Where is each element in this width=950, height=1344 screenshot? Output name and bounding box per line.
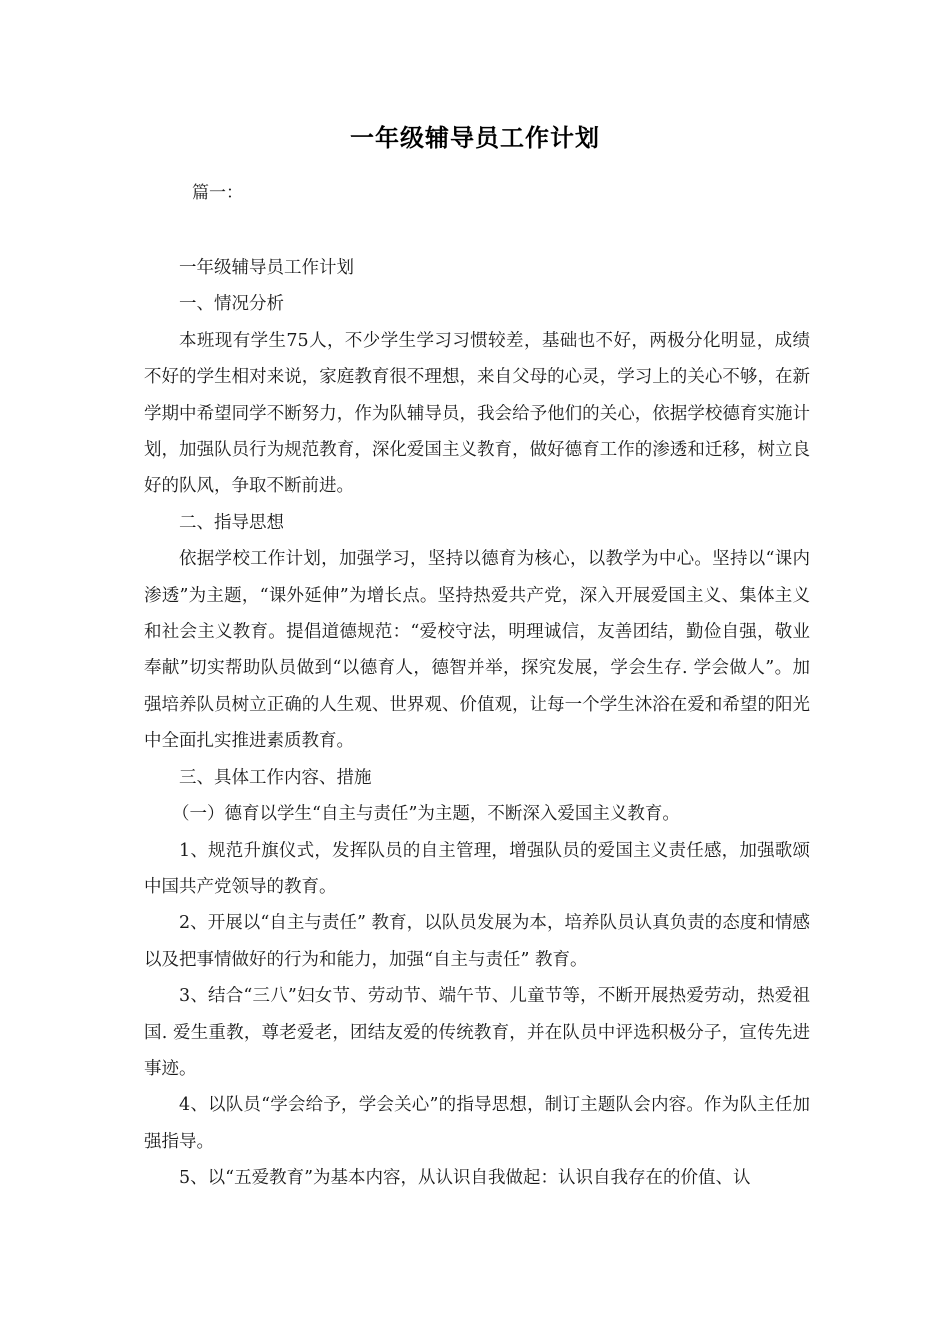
paragraph: 本班现有学生75人，不少学生学习习惯较差，基础也不好，两极分化明显，成绩不好的学生相对来说，家庭教育很不理想，来自父母的心灵，学习上的关心不够，在新学期中希望同学不断努力，作为队辅导员，我会给予他们的关心，依据学校德育实施计划，加强队员行为规范教育，深化爱国主义教育，做好德育工作的渗透和迁移，树立良好的队风，争取不断前进。 xyxy=(144,330,810,497)
part-label: 篇一： xyxy=(192,183,243,203)
list-item: 1、规范升旗仪式，发挥队员的自主管理，增强队员的爱国主义责任感，加强歌颂中国共产党领导的教育。 xyxy=(144,840,810,897)
list-item: 2、开展以“自主与责任” 教育，以队员发展为本，培养队员认真负责的态度和情感以及把事情做好的行为和能力，加强“自主与责任” 教育。 xyxy=(144,913,810,970)
document-body xyxy=(144,250,810,1197)
paragraph-heading: 一年级辅导员工作计划 xyxy=(179,258,354,278)
section-heading: 三、具体工作内容、措施 xyxy=(179,767,372,788)
document-title: 一年级辅导员工作计划 xyxy=(350,124,600,152)
list-item: 4、以队员“学会给予，学会关心”的指导思想，制订主题队会内容。作为队主任加强指导。 xyxy=(144,1095,810,1152)
list-item: 3、结合“三八”妇女节、劳动节、端午节、儿童节等，不断开展热爱劳动，热爱祖国. 爱生重教，尊老爱老，团结友爱的传统教育，并在队员中评选积极分子，宣传先进事迹。 xyxy=(144,986,810,1079)
list-item: 5、以“五爱教育”为基本内容，从认识自我做起：认识自我存在的价值、认 xyxy=(179,1168,751,1189)
section-heading: 一、情况分析 xyxy=(179,294,284,315)
subsection-heading: （一）德育以学生“自主与责任”为主题，不断深入爱国主义教育。 xyxy=(172,804,680,825)
paragraph: 依据学校工作计划，加强学习，坚持以德育为核心，以教学为中心。坚持以“课内渗透”为主题，“课外延伸”为增长点。坚持热爱共产党，深入开展爱国主义、集体主义和社会主义教育。提倡道德规范：“爱校守法，明理诚信，友善团结，勤俭自强，敬业奉献”切实帮助队员做到“以德育人，德智并举，探究发展，学会生存. 学会做人”。加强培养队员树立正确的人生观、世界观、价值观，让每一个学生沐浴在爱和希望的阳光中全面扎实推进素质教育。 xyxy=(144,549,810,752)
section-heading: 二、指导思想 xyxy=(179,512,284,533)
